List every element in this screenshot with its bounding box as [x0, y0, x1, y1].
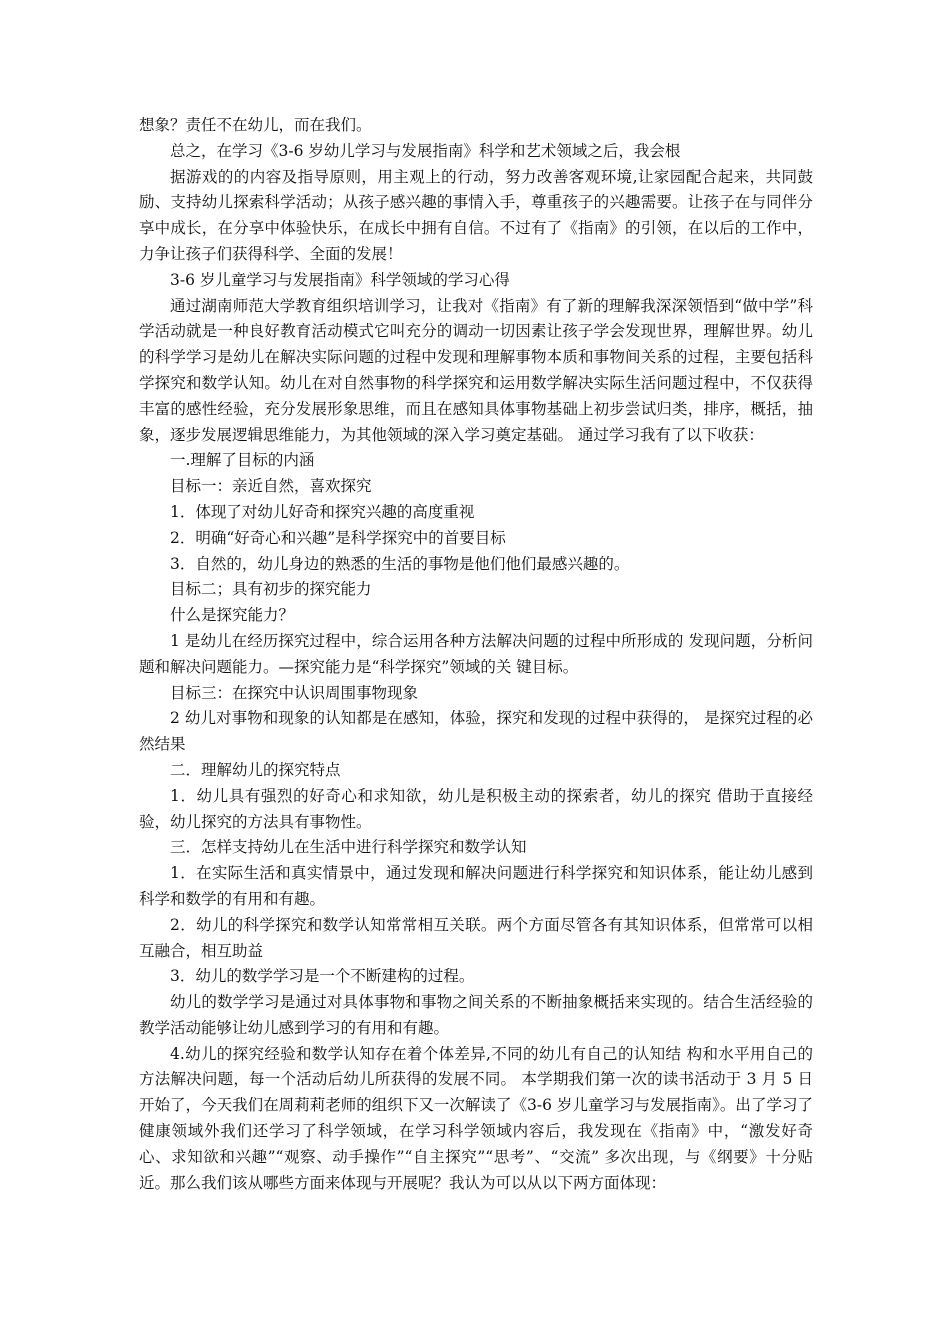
- goal-one-heading: 目标一：亲近自然，喜欢探究: [170, 477, 372, 496]
- section-heading-learning-notes: 3-6 岁儿童学习与发展指南》科学领域的学习心得: [170, 270, 510, 289]
- goal-three-heading: 目标三：在探究中认识周围事物现象: [170, 683, 419, 702]
- list-item-goal-one-3: 3．自然的，幼儿身边的熟悉的生活的事物是他们他们最感兴趣的。: [170, 554, 630, 573]
- paragraph-1: 想象？责任不在幼儿，而在我们。: [139, 116, 372, 134]
- paragraph-inquiry-ability: 1 是幼儿在经历探究过程中，综合运用各种方法解决问题的过程中所形成的 发现问题，分析问题和解决问题能力。—探究能力是“科学探究”领域的关 键目标。: [139, 631, 813, 676]
- list-item-goal-one-2: 2．明确“好奇心和兴趣”是科学探究中的首要目标: [170, 528, 506, 547]
- question-line: 什么是探究能力？: [170, 606, 295, 625]
- list-item-support-1: 1．在实际生活和真实情景中，通过发现和解决问题进行科学探究和知识体系，能让幼儿感到科学和数学的有用和有趣。: [139, 864, 813, 908]
- heading-understand-goals: 一.理解了目标的内涵: [170, 451, 315, 470]
- list-item-support-3: 3．幼儿的数学学习是一个不断建构的过程。: [170, 967, 475, 986]
- heading-support-inquiry: 三．怎样支持幼儿在生活中进行科学探究和数学认知: [170, 838, 527, 857]
- paragraph-3: 据游戏的的内容及指导原则，用主观上的行动，努力改善客观环境,让家园配合起来，共同鼓励、支持幼儿探索科学活动；从孩子感兴趣的事情入手，尊重孩子的兴趣需要。让孩子在与同伴分享中成长，在分享中体验快乐，在成长中拥有自信。不过有了《指南》的引领，在以后的工作中，力争让孩子们获得科学、全面的发展！: [139, 167, 813, 263]
- heading-inquiry-features: 二．理解幼儿的探究特点: [170, 760, 341, 779]
- list-item-support-2: 2．幼儿的科学探究和数学认知常常相互关联。两个方面尽管各有其知识体系，但常常可以相互融合，相互助益: [139, 915, 813, 960]
- paragraph-individual-differences: 4.幼儿的探究经验和数学认知存在着个体差异,不同的幼儿有自己的认知结 构和水平用自己的方法解决问题，每一个活动后幼儿所获得的发展不同。 本学期我们第一次的读书活动于 3 月 5 日开始了，今天我们在周莉莉老师的组织下又一次解读了《3-6 岁儿童学习与发展指南》。出了学习了健康领域外我们还学习了科学领域，在学习科学领域内容后，我发现在《指南》中，“激发好奇心、求知欲和兴趣”“观察、动手操作”“自主探究”“思考”、“交流” 多次出现，与《纲要》十分贴近。那么我们该从哪些方面来体现与开展呢？我认为可以从以下两方面体现：: [139, 1044, 813, 1192]
- paragraph-5: 通过湖南师范大学教育组织培训学习，让我对《指南》有了新的理解我深深领悟到“做中学”科学活动就是一种良好教育活动模式它叫充分的调动一切因素让孩子学会发现世界，理解世界。幼儿的科学学习是幼儿在解决实际问题的过程中发现和理解事物本质和事物间关系的过程，主要包括科学探究和数学认知。幼儿在对自然事物的科学探究和运用数学解决实际生活问题过程中，不仅获得丰富的感性经验，充分发展形象思维，而且在感知具体事物基础上初步尝试归类，排序，概括，抽象，逐步发展逻辑思维能力，为其他领域的深入学习奠定基础。 通过学习我有了以下收获：: [139, 296, 813, 444]
- paragraph-math-learning: 幼儿的数学学习是通过对具体事物和事物之间关系的不断抽象概括来实现的。结合生活经验的教学活动能够让幼儿感到学习的有用和有趣。: [139, 993, 813, 1037]
- goal-two-heading: 目标二；具有初步的探究能力: [170, 580, 372, 599]
- paragraph-cognition: 2 幼儿对事物和现象的认知都是在感知，体验，探究和发现的过程中获得的， 是探究过程的必然结果: [139, 709, 813, 754]
- paragraph-curiosity: 1．幼儿具有强烈的好奇心和求知欲，幼儿是积极主动的探索者，幼儿的探究 借助于直接经验，幼儿探究的方法具有事物性。: [139, 786, 813, 831]
- paragraph-2: 总之，在学习《3-6 岁幼儿学习与发展指南》科学和艺术领域之后，我会根: [170, 141, 681, 160]
- document-body: [139, 113, 813, 1196]
- list-item-goal-one-1: 1．体现了对幼儿好奇和探究兴趣的高度重视: [170, 502, 475, 521]
